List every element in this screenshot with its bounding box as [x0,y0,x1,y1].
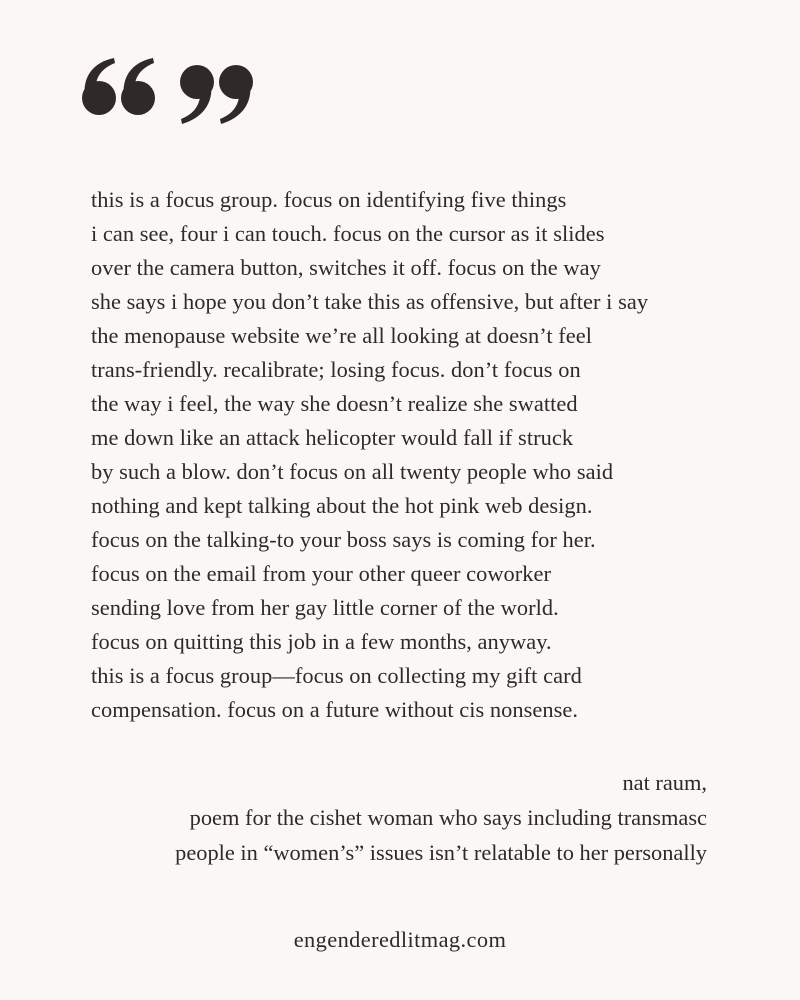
poem-body [91,183,731,727]
poem-line: focus on quitting this job in a few months, anyway. [91,629,552,654]
footer-site-name: engenderedlitmag.com [293,927,507,952]
poem-line: i can see, four i can touch. focus on the cursor as it slides [91,221,605,246]
poem-line: by such a blow. don’t focus on all twenty people who said [91,459,614,484]
author-name: nat raum, [622,770,707,795]
poem-line: compensation. focus on a future without cis nonsense. [91,697,579,722]
poem-title-line-1: poem for the cishet woman who says including transmasc [189,805,707,830]
poem-line: focus on the email from your other queer coworker [91,561,552,586]
attribution [175,765,707,870]
poem-line: sending love from her gay little corner of the world. [91,595,559,620]
poem-title-line-2: people in “women’s” issues isn’t relatable to her personally [175,840,707,865]
quotation-marks-icon [80,48,255,143]
poem-line: she says i hope you don’t take this as offensive, but after i say [91,289,649,314]
poem-line: me down like an attack helicopter would fall if struck [91,425,574,450]
poem-line: the menopause website we’re all looking at doesn’t feel [91,323,592,348]
poem-line: the way i feel, the way she doesn’t realize she swatted [91,391,578,416]
poem-line: this is a focus group. focus on identifying five things [91,187,567,212]
poem-line: this is a focus group—focus on collecting my gift card [91,663,582,688]
poem-line: focus on the talking-to your boss says is coming for her. [91,527,596,552]
poem-line: nothing and kept talking about the hot pink web design. [91,493,593,518]
poem-line: over the camera button, switches it off. focus on the way [91,255,601,280]
poem-line: trans-friendly. recalibrate; losing focus. don’t focus on [91,357,581,382]
